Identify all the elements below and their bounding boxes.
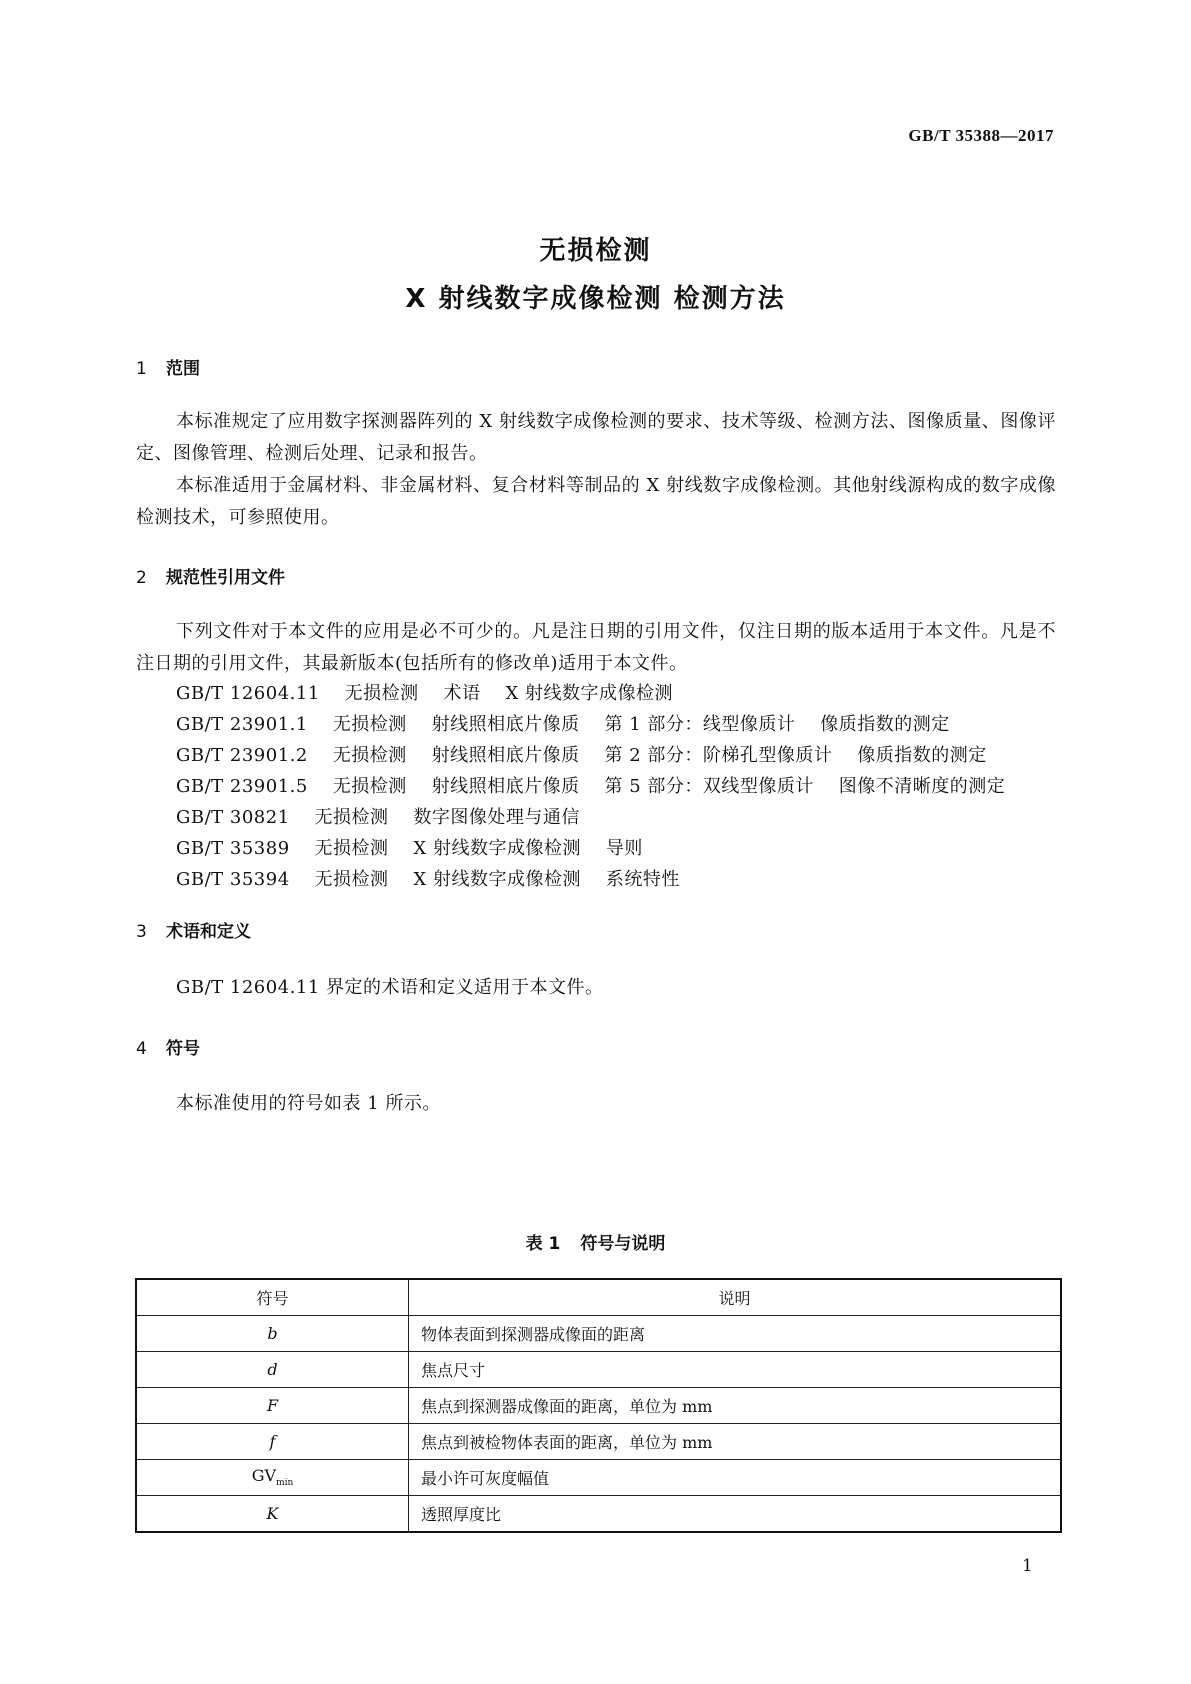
section-3-paragraph: GB/T 12604.11 界定的术语和定义适用于本文件。 (176, 977, 604, 998)
reference-item: GB/T 23901.5 无损检测 射线照相底片像质 第 5 部分：双线型像质计 图像不清晰度的测定 (176, 776, 1006, 797)
table-header-symbol: 符号 (136, 1279, 409, 1316)
section-title: 符号 (166, 1039, 200, 1059)
section-4-paragraph: 本标准使用的符号如表 1 所示。 (176, 1093, 441, 1114)
table-header-description: 说明 (409, 1279, 1062, 1316)
reference-item: GB/T 35389 无损检测 X 射线数字成像检测 导则 (176, 838, 643, 859)
table-cell-symbol (136, 1460, 409, 1496)
reference-item: GB/T 23901.2 无损检测 射线照相底片像质 第 2 部分：阶梯孔型像质计 像质指数的测定 (176, 745, 987, 766)
table-cell-description: 透照厚度比 (409, 1496, 1062, 1533)
page-number: 1 (1022, 1556, 1033, 1576)
table-cell-symbol: b (136, 1316, 409, 1352)
table-header-row (136, 1279, 1061, 1316)
table-cell-description: 焦点尺寸 (409, 1352, 1062, 1388)
section-title: 范围 (166, 359, 200, 379)
symbol-subscript: min (276, 1478, 294, 1489)
section-2-heading (136, 563, 285, 588)
table-cell-description: 焦点到探测器成像面的距离，单位为 mm (409, 1388, 1062, 1424)
table-row (136, 1424, 1061, 1460)
section-number: 1 (136, 359, 147, 379)
table-caption-text: 符号与说明 (580, 1234, 666, 1254)
reference-item: GB/T 35394 无损检测 X 射线数字成像检测 系统特性 (176, 869, 680, 890)
section-1-paragraph-2: 本标准适用于金属材料、非金属材料、复合材料等制品的 X 射线数字成像检测。其他射线源构成的数字成像检测技术，可参照使用。 (136, 475, 1056, 528)
table-caption (0, 1229, 1191, 1254)
section-title: 规范性引用文件 (166, 568, 285, 588)
symbol-main: GV (251, 1466, 277, 1486)
section-number: 2 (136, 568, 147, 588)
table-cell-description: 焦点到被检物体表面的距离，单位为 mm (409, 1424, 1062, 1460)
table-label: 表 1 (525, 1234, 561, 1254)
table-cell-description: 物体表面到探测器成像面的距离 (409, 1316, 1062, 1352)
section-4-heading (136, 1034, 200, 1059)
symbol-table (135, 1278, 1062, 1533)
section-1-heading (136, 354, 200, 379)
table-row (136, 1352, 1061, 1388)
standard-code: GB/T 35388—2017 (908, 126, 1054, 145)
section-1-paragraph-1: 本标准规定了应用数字探测器阵列的 X 射线数字成像检测的要求、技术等级、检测方法、图像质量、图像评定、图像管理、检测后处理、记录和报告。 (136, 411, 1056, 464)
table-cell-symbol: F (136, 1388, 409, 1424)
table-cell-symbol: f (136, 1424, 409, 1460)
reference-item: GB/T 30821 无损检测 数字图像处理与通信 (176, 807, 580, 828)
doc-title-line2: X 射线数字成像检测 检测方法 (405, 284, 786, 314)
reference-item: GB/T 23901.1 无损检测 射线照相底片像质 第 1 部分：线型像质计 像质指数的测定 (176, 714, 950, 735)
section-3-heading (136, 917, 251, 942)
table-cell-symbol: d (136, 1352, 409, 1388)
table-row (136, 1316, 1061, 1352)
table-row (136, 1388, 1061, 1424)
table-row (136, 1496, 1061, 1533)
doc-title-line1: 无损检测 (539, 236, 652, 266)
table-row (136, 1460, 1061, 1496)
section-number: 3 (136, 922, 147, 942)
table-cell-symbol: K (136, 1496, 409, 1533)
section-title: 术语和定义 (166, 922, 251, 942)
section-number: 4 (136, 1039, 147, 1059)
table-cell-description: 最小许可灰度幅值 (409, 1460, 1062, 1496)
reference-item: GB/T 12604.11 无损检测 术语 X 射线数字成像检测 (176, 683, 673, 704)
section-2-intro: 下列文件对于本文件的应用是必不可少的。凡是注日期的引用文件，仅注日期的版本适用于本文件。凡是不注日期的引用文件，其最新版本(包括所有的修改单)适用于本文件。 (136, 621, 1056, 674)
